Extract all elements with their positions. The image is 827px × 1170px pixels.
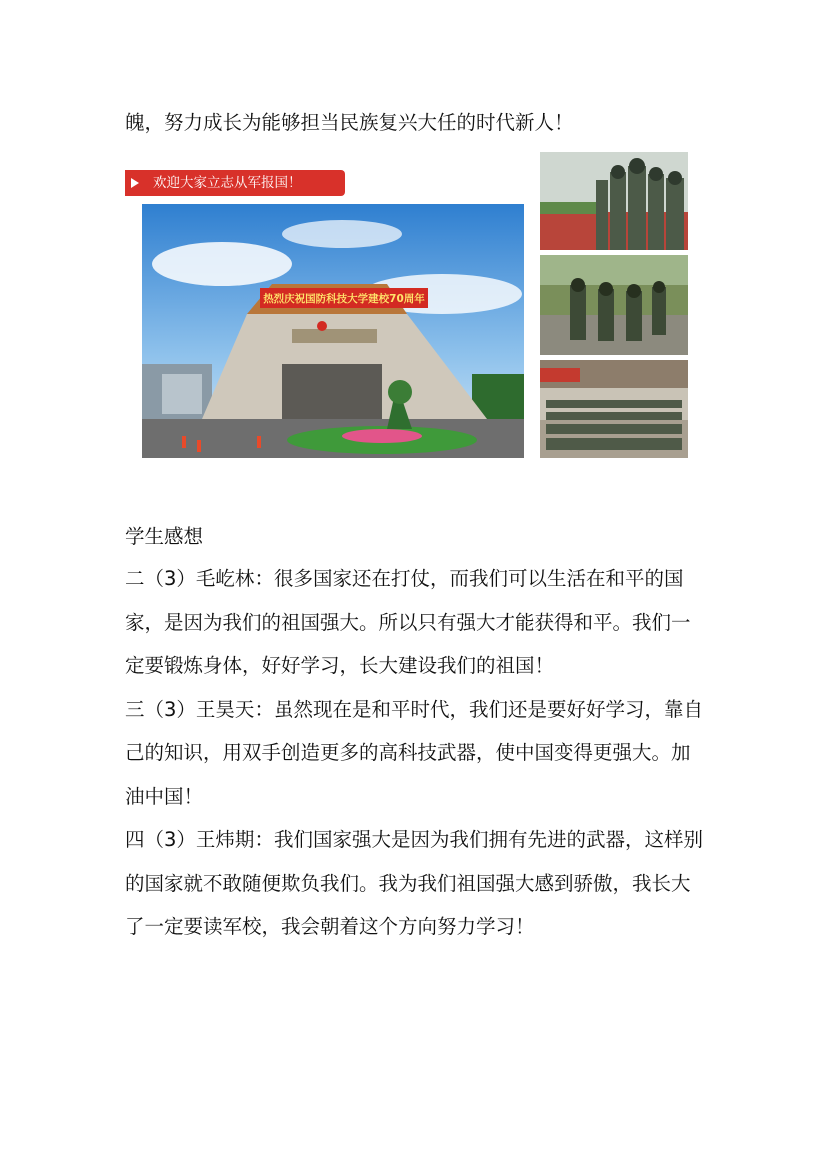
comment-text: ：很多国家还在打仗，而我们可以生活在和平的国家，是因为我们的祖国强大。所以只有强大才能获得和平。我们一定要锻炼身体，好好学习，长大建设我们的祖国！ xyxy=(125,567,691,677)
intro-continuation: 魄，努力成长为能够担当民族复兴大任的时代新人！ xyxy=(125,111,574,134)
soldiers-training-photo xyxy=(540,255,688,355)
comment-text: ：虽然现在是和平时代，我们还是要好好学习，靠自己的知识，用双手创造更多的高科技武器，使中国变得更强大。加油中国！ xyxy=(125,697,703,808)
comment-text: ：我们国家强大是因为我们拥有先进的武器，这样别的国家就不敢随便欺负我们。我为我们祖国强大感到骄傲，我长大了一定要读军校，我会朝着这个方向努力学习！ xyxy=(125,828,703,938)
comment-class: 三（3） xyxy=(125,697,196,721)
comment-item xyxy=(125,818,705,949)
photo-collage xyxy=(125,152,688,458)
comment-author: 王炜期 xyxy=(195,828,255,851)
comment-class: 四（3） xyxy=(125,828,196,851)
comment-list xyxy=(125,557,705,949)
comment-author: 王昊天 xyxy=(195,697,255,721)
comment-class: 二（3） xyxy=(125,567,196,590)
comment-author: 毛屹林 xyxy=(195,567,255,590)
gate-banner-text: 热烈庆祝国防科技大学建校70周年 xyxy=(263,293,425,305)
section-title: 学生感想 xyxy=(125,525,204,548)
collage-banner-text: 欢迎大家立志从军报国！ xyxy=(153,175,302,191)
soldiers-marching-photo xyxy=(540,152,688,250)
comment-item xyxy=(125,557,705,688)
university-gate-photo xyxy=(142,204,524,458)
soldiers-formation-photo xyxy=(540,360,688,458)
comment-item xyxy=(125,688,705,819)
collage-banner xyxy=(125,170,345,196)
play-triangle-icon xyxy=(131,178,139,188)
